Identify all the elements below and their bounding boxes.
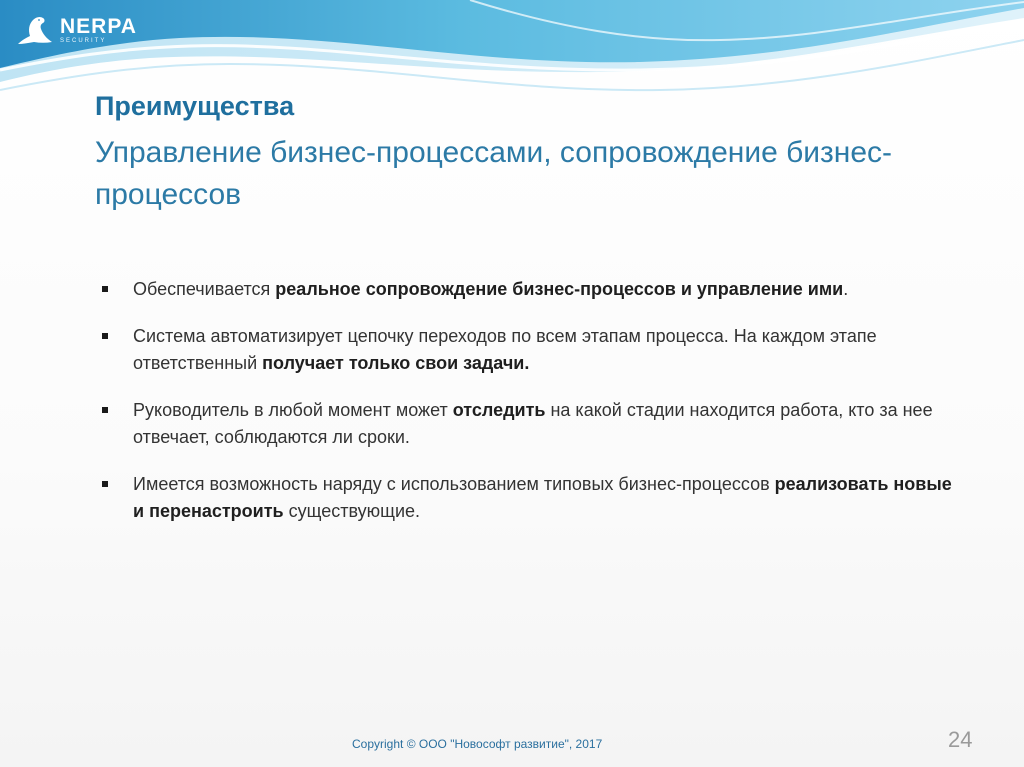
slide-title: Преимущества <box>95 91 295 121</box>
bullet-run: Имеется возможность наряду с использованием типовых бизнес-процессов <box>133 474 775 494</box>
bullet-text <box>133 279 848 299</box>
logo-name: NERPA <box>60 15 137 38</box>
bullet-text <box>133 474 952 521</box>
seal-logo-icon <box>12 10 58 50</box>
bullet-emphasis: получает только свои задачи. <box>262 353 530 373</box>
square-bullet-icon <box>102 481 108 487</box>
copyright-footer: Copyright © ООО "Новософт развитие", 2017 <box>352 737 603 751</box>
page-number: 24 <box>948 727 973 752</box>
bullet-item <box>100 323 960 377</box>
square-bullet-icon <box>102 286 108 292</box>
bullet-item <box>100 397 960 451</box>
bullet-emphasis: реализовать новые и перенастроить <box>133 474 952 521</box>
logo-subtitle: SECURITY <box>60 38 107 44</box>
bullet-run: Система автоматизирует цепочку переходов по всем этапам процесса. На каждом этапе ответственный <box>133 326 877 373</box>
bullet-list <box>100 276 960 545</box>
bullet-item <box>100 471 960 525</box>
company-logo <box>12 10 137 50</box>
square-bullet-icon <box>102 407 108 413</box>
slide-subtitle: Управление бизнес-процессами, сопровождение бизнес-процессов <box>95 136 893 211</box>
bullet-text <box>133 326 877 373</box>
bullet-run: . <box>843 279 849 299</box>
square-bullet-icon <box>102 333 108 339</box>
title-block <box>95 88 975 216</box>
bullet-emphasis: реальное сопровождение бизнес-процессов и управление ими <box>275 279 844 299</box>
bullet-run: Обеспечивается <box>133 279 276 299</box>
bullet-run: существующие. <box>283 501 421 521</box>
bullet-run: на какой стадии находится работа, кто за нее отвечает, соблюдаются ли сроки. <box>133 400 933 447</box>
bullet-text <box>133 400 933 447</box>
bullet-item <box>100 276 960 303</box>
bullet-emphasis: отследить <box>452 400 546 420</box>
bullet-run: Руководитель в любой момент может <box>133 400 453 420</box>
